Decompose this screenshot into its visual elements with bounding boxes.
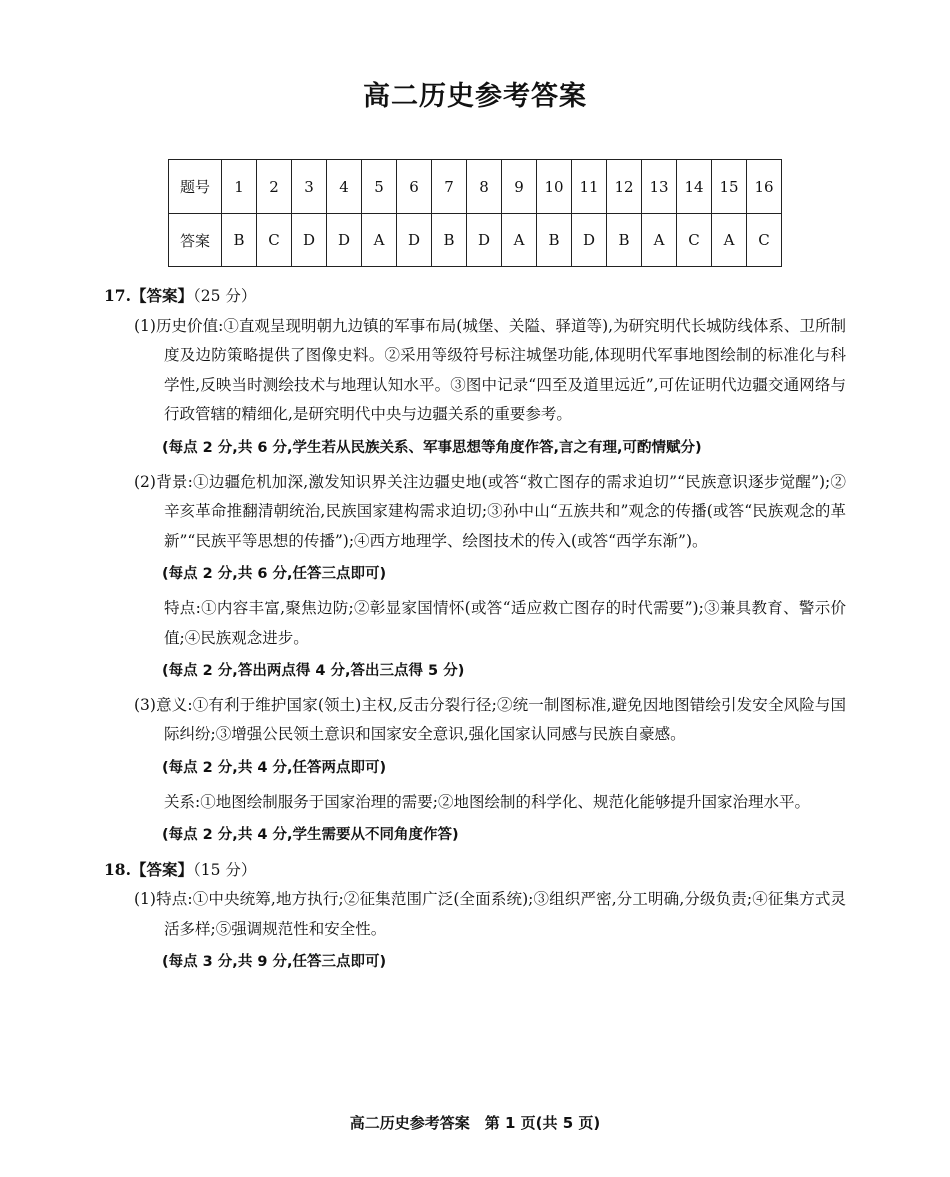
question-number: 1 bbox=[222, 160, 257, 214]
answer-cell: A bbox=[362, 214, 397, 267]
answer-cell: C bbox=[747, 214, 782, 267]
question-17-heading bbox=[104, 281, 846, 312]
answer-cell: D bbox=[327, 214, 362, 267]
q18-part1-scoring: (每点 3 分,共 9 分,任答三点即可) bbox=[162, 954, 387, 971]
question-18-heading bbox=[104, 855, 846, 886]
question-18-label: 18.【答案】 bbox=[104, 859, 193, 879]
question-number: 3 bbox=[292, 160, 327, 214]
question-number-row bbox=[169, 160, 782, 214]
question-number: 16 bbox=[747, 160, 782, 214]
row-header-answer: 答案 bbox=[169, 214, 222, 267]
question-17-label: 17.【答案】 bbox=[104, 286, 193, 305]
question-number: 6 bbox=[397, 160, 432, 214]
answer-cell: C bbox=[677, 214, 712, 267]
q17-part2-features: 特点:①内容丰富,聚焦边防;②彰显家国情怀(或答“适应救亡图存的时代需要”);③兼具教育、警示价值;④民族观念进步。 bbox=[164, 598, 846, 647]
answer-table bbox=[168, 159, 782, 267]
q17-part3-relation: 关系:①地图绘制服务于国家治理的需要;②地图绘制的科学化、规范化能够提升国家治理水平。 bbox=[164, 792, 810, 811]
question-number: 7 bbox=[432, 160, 467, 214]
answer-cell: A bbox=[712, 214, 747, 267]
answer-cell: A bbox=[642, 214, 677, 267]
answer-cell: D bbox=[292, 214, 327, 267]
q17-part2-features-scoring: (每点 2 分,答出两点得 4 分,答出三点得 5 分) bbox=[162, 663, 465, 680]
answer-cell: A bbox=[502, 214, 537, 267]
question-17-score: （25 分） bbox=[192, 287, 257, 305]
question-number: 5 bbox=[362, 160, 397, 214]
question-number: 2 bbox=[257, 160, 292, 214]
page-title: 高二历史参考答案 bbox=[363, 81, 587, 112]
answer-cell: B bbox=[222, 214, 257, 267]
q18-part1: (1)特点:①中央统筹,地方执行;②征集范围广泛(全面系统);③组织严密,分工明确,分级负责;④征集方式灵活多样;⑤强调规范性和安全性。 bbox=[134, 890, 846, 938]
q17-part2-scoring: (每点 2 分,共 6 分,任答三点即可) bbox=[162, 566, 387, 583]
question-number: 11 bbox=[572, 160, 607, 214]
answer-cell: D bbox=[572, 214, 607, 267]
question-number: 15 bbox=[712, 160, 747, 214]
question-number: 9 bbox=[502, 160, 537, 214]
q17-part3-relation-scoring: (每点 2 分,共 4 分,学生需要从不同角度作答) bbox=[162, 827, 459, 844]
question-18-score: （15 分） bbox=[192, 860, 257, 879]
page-footer: 高二历史参考答案 第 1 页(共 5 页) bbox=[349, 1114, 601, 1132]
question-number: 8 bbox=[467, 160, 502, 214]
answer-cell: B bbox=[432, 214, 467, 267]
q17-part3-significance: (3)意义:①有利于维护国家(领土)主权,反击分裂行径;②统一制图标准,避免因地图错绘引发安全风险与国际纠纷;③增强公民领土意识和国家安全意识,强化国家认同感与民族自豪感。 bbox=[134, 695, 846, 744]
answer-cell: C bbox=[257, 214, 292, 267]
answer-cell: D bbox=[397, 214, 432, 267]
q17-part2-background: (2)背景:①边疆危机加深,激发知识界关注边疆史地(或答“救亡图存的需求迫切”“民族意识逐步觉醒”);②辛亥革命推翻清朝统治,民族国家建构需求迫切;③孙中山“五族共和”观念的传播(或答“民族观念的革新”“民族平等思想的传播”);④西方地理学、绘图技术的传入(或答“西学东渐”)。 bbox=[134, 472, 846, 550]
q17-part1-scoring: (每点 2 分,共 6 分,学生若从民族关系、军事思想等角度作答,言之有理,可酌情赋分) bbox=[162, 439, 702, 456]
question-number: 10 bbox=[537, 160, 572, 214]
question-number: 12 bbox=[607, 160, 642, 214]
answer-cell: D bbox=[467, 214, 502, 267]
answer-cell: B bbox=[537, 214, 572, 267]
answer-row bbox=[169, 214, 782, 267]
answer-content bbox=[104, 281, 846, 982]
q17-part1: (1)历史价值:①直观呈现明朝九边镇的军事布局(城堡、关隘、驿道等),为研究明代长城防线体系、卫所制度及边防策略提供了图像史料。②采用等级符号标注城堡功能,体现明代军事地图绘制的标准化与科学性,反映当时测绘技术与地理认知水平。③图中记录“四至及道里远近”,可佐证明代边疆交通网络与行政管辖的精细化,是研究明代中央与边疆关系的重要参考。 bbox=[134, 316, 846, 424]
question-number: 13 bbox=[642, 160, 677, 214]
question-number: 14 bbox=[677, 160, 712, 214]
q17-part3-scoring: (每点 2 分,共 4 分,任答两点即可) bbox=[162, 759, 387, 776]
question-number: 4 bbox=[327, 160, 362, 214]
answer-cell: B bbox=[607, 214, 642, 267]
row-header-number: 题号 bbox=[169, 160, 222, 214]
